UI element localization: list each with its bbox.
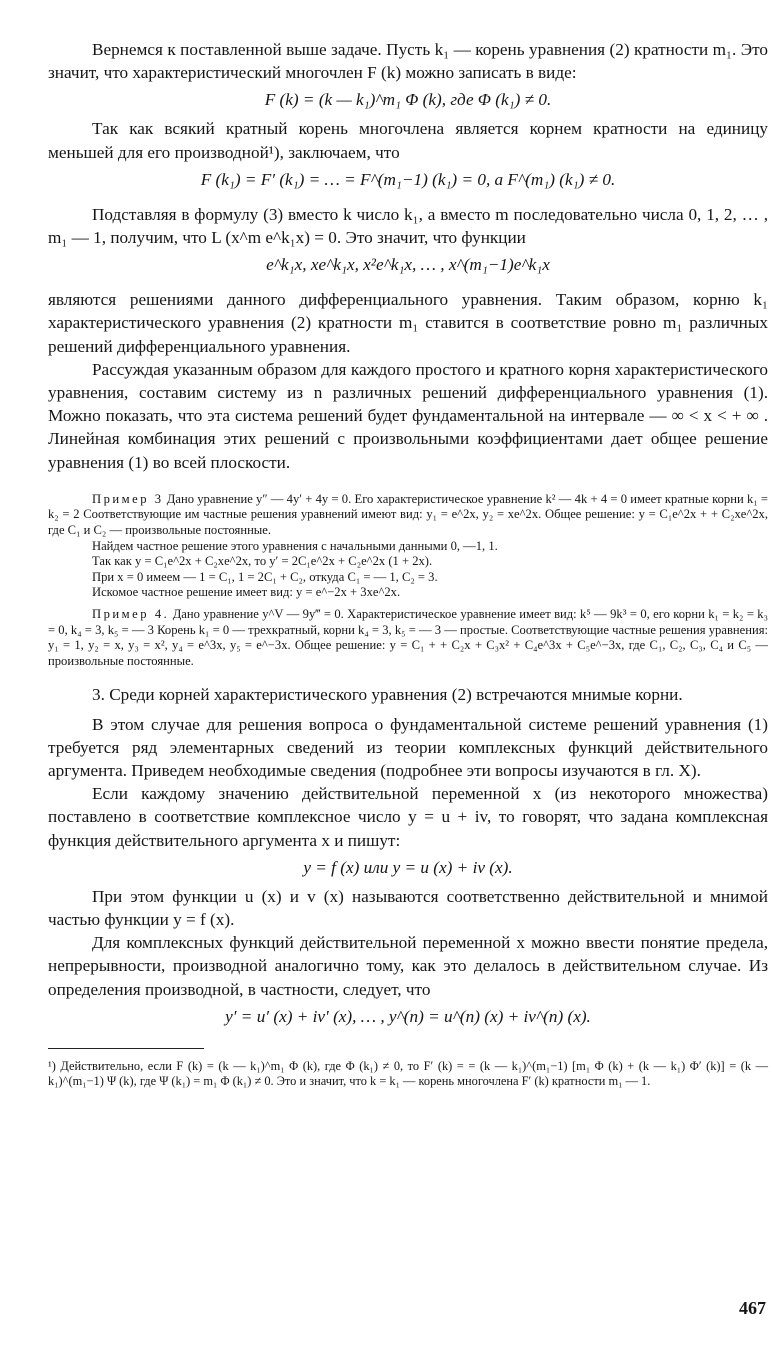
paragraph-limits-derivatives: Для комплексных функций действительной переменной x можно ввести понятие предела, непрерывности, производной аналогично тому, как это делалось в действительном случае. Из определения производной, в частности, следует, что bbox=[48, 933, 768, 999]
paragraph-solutions: являются решениями данного дифференциального уравнения. Таким образом, корню k₁ характеристического уравнения (2) кратности m₁ ставится в соответствие ровно m₁ различных решений дифференциального уравнения. bbox=[48, 290, 768, 356]
example-3-heading: Пример 3 bbox=[92, 491, 164, 506]
example-4 bbox=[48, 607, 768, 669]
formula-solution-functions: e^k₁x, xe^k₁x, x²e^k₁x, … , x^(m₁−1)e^k₁x bbox=[266, 255, 550, 275]
paragraph-substitution: Подставляя в формулу (3) вместо k число k₁, а вместо m последовательно числа 0, 1, 2, … , m₁ — 1, получим, что L (x^m e^k₁x) = 0. Это значит, что функции bbox=[48, 204, 768, 248]
page-content bbox=[48, 38, 768, 1090]
paragraph-imaginary-roots: 3. Среди корней характеристического уравнения (2) встречаются мнимые корни. bbox=[92, 685, 683, 705]
example-3-text: Дано уравнение y″ — 4y′ + 4y = 0. Его характеристическое уравнение k² — 4k + 4 = 0 имеет кратные корни k₁ = k₂ = 2 Соответствующие им частные решения уравнений имеют вид: y₁ = e^2x, y₂ = xe^2x. Общее решение: y = C₁e^2x + + C₂xe^2x, где C₁ и C₂ — произвольные постоянные. bbox=[48, 491, 768, 538]
paragraph-complex-definition: Если каждому значению действительной переменной x (из некоторого множества) поставлено в соответствие комплексное число y = u + iv, то говорят, что задана комплексная функция действительного аргумента x и пишут: bbox=[48, 784, 768, 850]
example-4-heading: Пример 4. bbox=[92, 607, 170, 621]
example-3-derivative: Так как y = C₁e^2x + C₂xe^2x, то y′ = 2C₁e^2x + C₂e^2x (1 + 2x). bbox=[92, 554, 433, 569]
example-3-answer: Искомое частное решение имеет вид: y = e^−2x + 3xe^2x. bbox=[92, 585, 401, 600]
formula-complex-derivatives: y′ = u′ (x) + iv′ (x), … , y^(n) = u^(n) (x) + iv^(n) (x). bbox=[225, 1006, 591, 1026]
example-3-initial-data: Найдем частное решение этого уравнения с начальными данными 0, —1, 1. bbox=[92, 538, 498, 553]
footnote-divider bbox=[48, 1048, 204, 1049]
page-number: 467 bbox=[739, 1298, 766, 1318]
formula-complex-function: y = f (x) или y = u (x) + iv (x). bbox=[303, 857, 513, 877]
paragraph-real-imaginary-parts: При этом функции u (x) и v (x) называются соответственно действительной и мнимой частью функции y = f (x). bbox=[48, 886, 768, 929]
example-4-text: Дано уравнение y^V — 9y‴ = 0. Характеристическое уравнение имеет вид: k⁵ — 9k³ = 0, его корни k₁ = k₂ = k₃ = 0, k₄ = 3, k₅ = — 3 Корень k₁ = 0 — трехкратный, корни k₄ = 3, k₅ = — 3 — простые. Соответствующие частные решения уравнения: y₁ = 1, y₂ = x, y₃ = x², y₄ = e^3x, y₅ = e^−3x. Общее решение: y = C₁ + + C₂x + C₃x² + C₄e^3x + C₅e^−3x, где C₁, C₂, C₃, C₄ и C₅ — произвольные постоянные. bbox=[48, 607, 768, 668]
formula-char-polynomial: F (k) = (k — k₁)^m₁ Φ (k), где Φ (k₁) ≠ 0. bbox=[264, 90, 552, 110]
paragraph-multiple-root: Так как всякий кратный корень многочлена является корнем кратности на единицу меньшей для его производной¹), заключаем, что bbox=[48, 119, 768, 162]
paragraph-intro: Вернемся к поставленной выше задаче. Пусть k₁ — корень уравнения (2) кратности m₁. Это значит, что характеристический многочлен F (k) можно записать в виде: bbox=[48, 40, 768, 83]
paragraph-complex-functions: В этом случае для решения вопроса о фундаментальной системе решений уравнения (1) требуется ряд элементарных сведений из теории комплексных функций действительного аргумента. Приведем необходимые сведения (подробнее эти вопросы изучаются в гл. X). bbox=[48, 714, 768, 780]
formula-derivatives-zero: F (k₁) = F′ (k₁) = … = F^(m₁−1) (k₁) = 0, а F^(m₁) (k₁) ≠ 0. bbox=[200, 169, 616, 189]
footnote: ¹) Действительно, если F (k) = (k — k₁)^m₁ Φ (k), где Φ (k₁) ≠ 0, то F′ (k) = = (k — k₁)^(m₁−1) [m₁ Φ (k) + (k — k₁) Φ′ (k)] = (k — k₁)^(m₁−1) Ψ (k), где Ψ (k₁) = m₁ Φ (k₁) ≠ 0. Это и значит, что k = k₁ — корень многочлена F′ (k) кратности m₁ — 1. bbox=[48, 1058, 768, 1089]
example-3-constants: При x = 0 имеем — 1 = C₁, 1 = 2C₁ + C₂, откуда C₁ = — 1, C₂ = 3. bbox=[92, 569, 438, 584]
example-3 bbox=[48, 492, 768, 539]
paragraph-fundamental-system: Рассуждая указанным образом для каждого простого и кратного корня характеристического уравнения, составим систему из n различных решений дифференциального уравнения (1). Можно показать, что эта система решений будет фундаментальной на интервале — ∞ < x < + ∞ . Линейная комбинация этих решений с произвольными коэффициентами дает общее решение уравнения (1) во всей плоскости. bbox=[48, 359, 768, 472]
